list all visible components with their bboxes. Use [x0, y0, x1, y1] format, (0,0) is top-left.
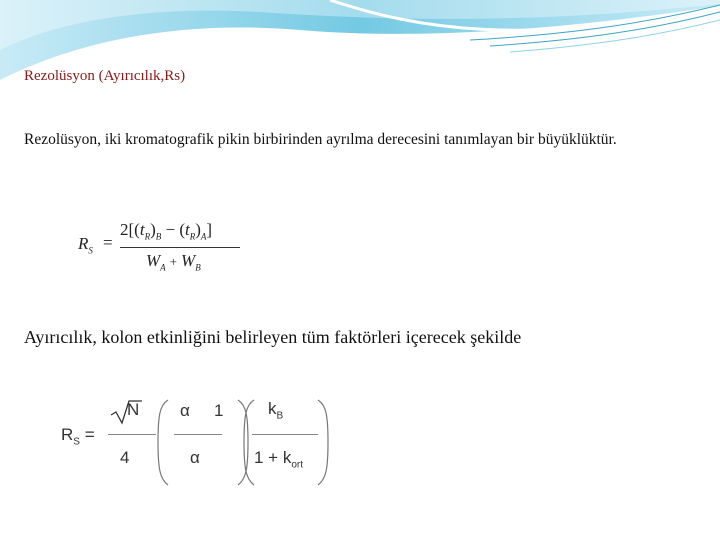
- formula-brackets: [56, 395, 336, 490]
- slide-title: Rezolüsyon (Ayırıcılık,Rs): [24, 68, 186, 84]
- resolution-efficiency-formula: [56, 395, 336, 490]
- fraction-bar: [120, 247, 240, 248]
- formula-denominator: $W_A + W_B$: [146, 251, 201, 273]
- four: 4: [120, 448, 130, 467]
- formula-numerator: $2[(t_R)_B - (t_R)_A]$: [120, 220, 213, 242]
- alpha-denominator: α: [190, 448, 200, 467]
- k-denominator: $1 + k_{ort}$: [254, 448, 304, 471]
- paragraph-efficiency: Ayırıcılık, kolon etkinliğini belirleyen tüm faktörleri içerecek şekilde: [24, 327, 522, 347]
- paragraph-definition: Rezolüsyon, iki kromatografik pikin birbirinden ayrılma derecesini tanımlayan bir büyüklüktür.: [24, 131, 617, 148]
- formula-lhs: $R_S$: [78, 234, 93, 256]
- equals-sign: =: [103, 233, 113, 252]
- alpha-numerator: α: [180, 401, 190, 420]
- one-numerator: 1: [214, 401, 224, 420]
- resolution-formula: [70, 212, 260, 280]
- sqrt-n: N: [127, 400, 140, 419]
- fraction-bar-3: [252, 434, 318, 435]
- fraction-bar-1: [108, 434, 156, 435]
- k-numerator: $k_B$: [268, 399, 284, 422]
- fraction-bar-2: [174, 434, 222, 435]
- formula2-lhs: $R_S$ =: [61, 425, 95, 448]
